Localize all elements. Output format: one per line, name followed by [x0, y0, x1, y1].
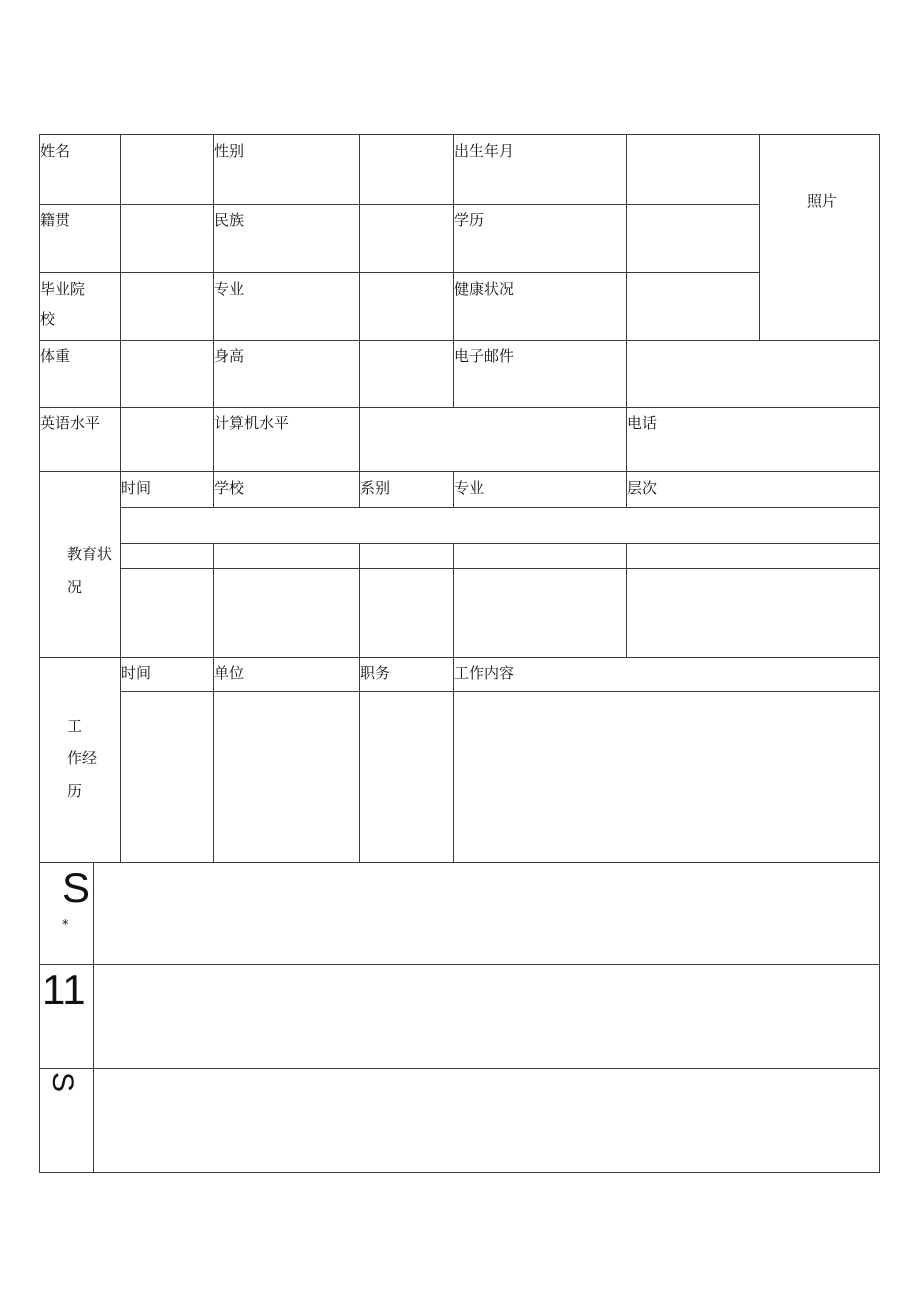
ethnic-field[interactable] [360, 205, 453, 272]
work-section-label-cont: 作经 [67, 749, 98, 767]
row-divider [39, 657, 880, 658]
section-s-label: S [62, 864, 91, 911]
edu-col-school: 学校 [214, 479, 245, 497]
section-s-mark: * [62, 918, 69, 933]
section-rot-label: S [46, 1071, 80, 1093]
table-border-right [879, 134, 880, 1173]
col-divider [453, 134, 454, 407]
email-field[interactable] [627, 341, 879, 407]
col-divider [213, 134, 214, 407]
work-section-label: 工 [67, 717, 83, 735]
edu-col-time: 时间 [121, 479, 152, 497]
birth-label: 出生年月 [454, 142, 515, 160]
ethnic-label: 民族 [214, 211, 245, 229]
height-label: 身高 [214, 347, 245, 365]
computer-field[interactable] [360, 408, 626, 471]
section-s-field[interactable] [94, 863, 879, 964]
phone-field[interactable] [627, 408, 879, 471]
gender-label: 性别 [214, 142, 245, 160]
education-level-field[interactable] [627, 205, 759, 272]
height-field[interactable] [360, 341, 453, 407]
english-label: 英语水平 [40, 414, 101, 432]
school-label-cont: 校 [40, 310, 56, 328]
health-field[interactable] [627, 273, 759, 340]
native-label: 籍贯 [40, 211, 71, 229]
section-11-label: 11 [42, 966, 86, 1013]
edu-col-major: 专业 [454, 479, 485, 497]
work-col-time: 时间 [121, 664, 152, 682]
education-section-label: 教育状 [67, 545, 113, 563]
work-section-label-cont2: 历 [67, 782, 83, 800]
section-11-field[interactable] [94, 965, 879, 1068]
english-field[interactable] [121, 408, 213, 471]
gender-field[interactable] [360, 135, 453, 204]
work-col-employer: 单位 [214, 664, 245, 682]
weight-label: 体重 [40, 347, 71, 365]
edu-col-department: 系别 [360, 479, 391, 497]
health-label: 健康状况 [454, 280, 515, 298]
row-divider [39, 471, 880, 472]
work-entry-area[interactable] [121, 692, 879, 862]
name-field[interactable] [121, 135, 213, 204]
education-entry-area[interactable] [121, 508, 879, 657]
email-label: 电子邮件 [454, 347, 515, 365]
work-col-position: 职务 [360, 664, 391, 682]
school-field[interactable] [121, 273, 213, 340]
phone-label: 电话 [627, 414, 658, 432]
major-label: 专业 [214, 280, 245, 298]
photo-field[interactable] [760, 135, 879, 340]
work-col-content: 工作内容 [454, 664, 515, 682]
photo-label: 照片 [807, 192, 838, 210]
native-field[interactable] [121, 205, 213, 272]
birth-field[interactable] [627, 135, 759, 204]
edu-col-level: 层次 [627, 479, 658, 497]
major-field[interactable] [360, 273, 453, 340]
table-border-bottom [39, 1172, 880, 1173]
computer-label: 计算机水平 [214, 414, 290, 432]
weight-field[interactable] [121, 341, 213, 407]
name-label: 姓名 [40, 142, 71, 160]
education-section-label-cont: 况 [67, 578, 83, 596]
school-label: 毕业院 [40, 280, 86, 298]
section-rot-field[interactable] [94, 1069, 879, 1172]
education-level-label: 学历 [454, 211, 485, 229]
